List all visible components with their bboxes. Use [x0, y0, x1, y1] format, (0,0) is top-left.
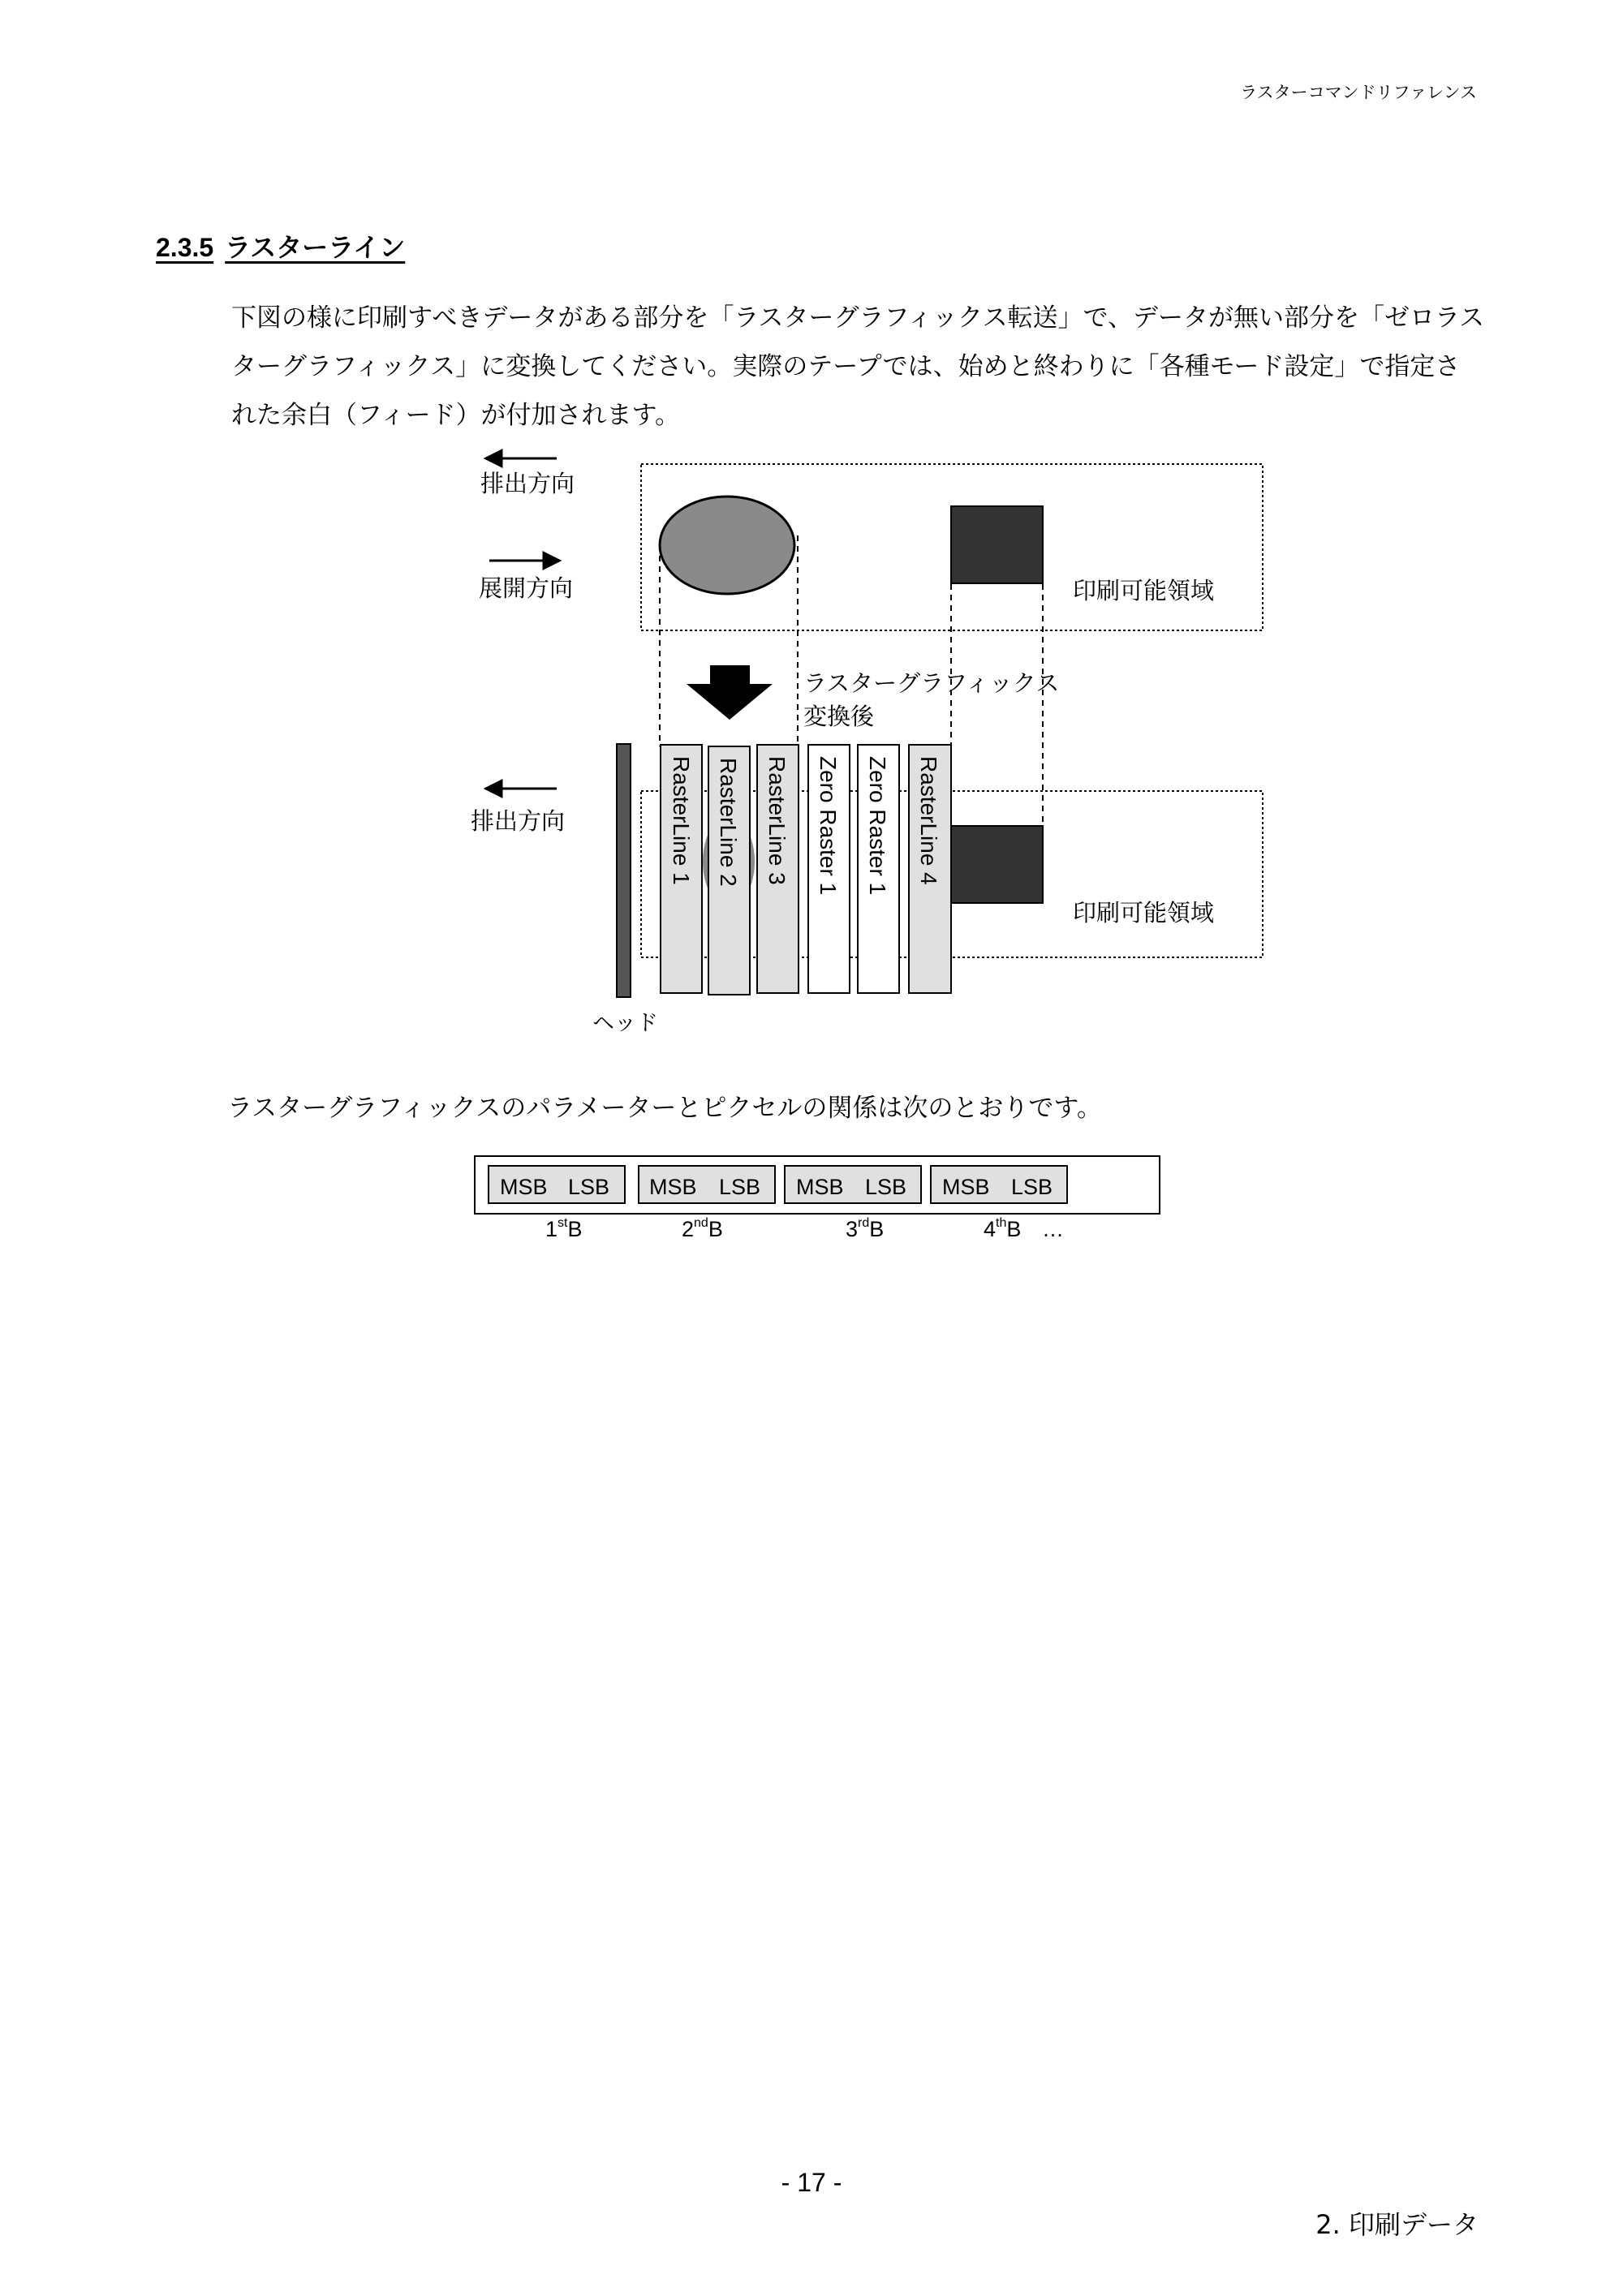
eject-direction-label: 排出方向 [480, 470, 575, 497]
byte-box-3 [785, 1166, 921, 1203]
svg-text:Zero Raster 1: Zero Raster 1 [865, 756, 890, 896]
svg-text:RasterLine 3: RasterLine 3 [764, 756, 790, 885]
dark-rectangle-top [951, 506, 1043, 583]
byte-box-2 [639, 1166, 775, 1203]
raster-strip-1 [661, 745, 702, 993]
svg-text:LSB: LSB [568, 1175, 610, 1199]
print-head [617, 744, 631, 997]
expand-direction-label: 展開方向 [479, 574, 574, 602]
svg-text:MSB: MSB [796, 1175, 844, 1199]
svg-text:RasterLine 4: RasterLine 4 [916, 756, 941, 885]
byte-order-diagram [0, 1144, 1623, 1249]
zero-raster-strip-2 [858, 745, 899, 993]
byte-label-2: 2ndB [682, 1216, 723, 1241]
svg-text:Zero Raster 1: Zero Raster 1 [816, 756, 841, 896]
section-number: 2.3.5 [156, 233, 214, 262]
byte-label-1: 1stB [545, 1216, 583, 1241]
svg-text:LSB: LSB [865, 1175, 907, 1199]
raster-line-diagram [0, 0, 1623, 1071]
byte-box-1 [489, 1166, 625, 1203]
svg-text:MSB: MSB [942, 1175, 990, 1199]
ellipse-shape [660, 497, 794, 594]
conversion-arrow-icon [687, 665, 773, 720]
conversion-label-line1: ラスターグラフィックス [803, 669, 1060, 697]
byte-label-3: 3rdB [846, 1216, 885, 1241]
raster-strip-3 [757, 745, 799, 993]
svg-text:RasterLine 2: RasterLine 2 [716, 758, 741, 887]
eject-direction-bottom-label: 排出方向 [471, 807, 566, 835]
raster-strip-4 [909, 745, 951, 993]
printable-area-bottom-label: 印刷可能領域 [1073, 899, 1215, 927]
chapter-footer: 2. 印刷データ [1315, 2209, 1479, 2240]
svg-text:RasterLine 1: RasterLine 1 [669, 756, 694, 885]
svg-text:MSB: MSB [649, 1175, 697, 1199]
intro-paragraph: 下図の様に印刷すべきデータがある部分を「ラスターグラフィックス転送」で、データが無い部分を「ゼロラスターグラフィックス」に変換してください。実際のテープでは、始めと終わりに「各種モード設定」で指定された余白（フィード）が付加されます。 [231, 303, 1485, 430]
svg-text:LSB: LSB [1011, 1175, 1053, 1199]
page-number: - 17 - [781, 2168, 842, 2197]
byte-label-4: 4thB [984, 1216, 1022, 1241]
parameter-paragraph: ラスターグラフィックスのパラメーターとピクセルの関係は次のとおりです。 [227, 1094, 1102, 1123]
head-label: ヘッド [592, 1011, 658, 1036]
conversion-label-line2: 変換後 [803, 703, 875, 730]
svg-text:MSB: MSB [500, 1175, 548, 1199]
printable-area-top-label: 印刷可能領域 [1073, 577, 1215, 604]
dark-rectangle-bottom [951, 826, 1043, 903]
raster-strip-2 [708, 746, 750, 995]
document-title-header: ラスターコマンドリファレンス [1240, 83, 1477, 102]
svg-text:LSB: LSB [719, 1175, 761, 1199]
byte-ellipsis: … [1042, 1217, 1064, 1241]
section-title: ラスターライン [225, 232, 406, 263]
byte-box-4 [931, 1166, 1067, 1203]
zero-raster-strip-1 [808, 745, 850, 993]
